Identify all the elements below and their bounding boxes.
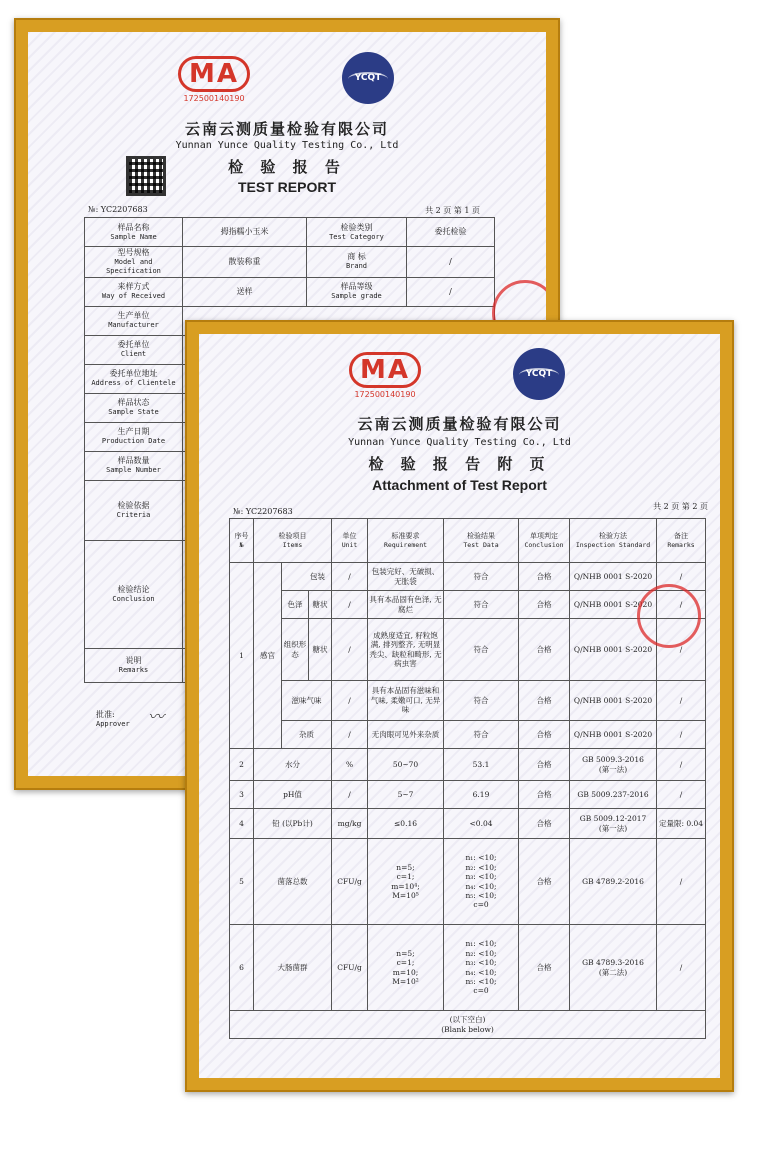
value-cell: 散装称重: [183, 247, 307, 278]
label-cell: 样品数量 Sample Number: [85, 451, 183, 480]
standard-cell: Q/NHB 0001 S-2020: [570, 591, 657, 619]
conclusion-cell: 合格: [519, 591, 570, 619]
item-name: 包装: [282, 563, 332, 591]
table-row: [230, 721, 706, 749]
page-indicator: 共 2 页 第 1 页: [425, 206, 480, 215]
table-row: [85, 247, 495, 278]
conclusion-cell: 合格: [519, 749, 570, 781]
label-cell: 检验依据 Criteria: [85, 480, 183, 540]
requirement-cell: 无肉眼可见外来杂质: [368, 721, 444, 749]
requirement-cell: ≤0.16: [368, 809, 444, 839]
data-cell: 符合: [444, 591, 519, 619]
remarks-cell: /: [657, 591, 706, 619]
remarks-cell: /: [657, 563, 706, 591]
label-cell: 生产单位 Manufacturer: [85, 306, 183, 335]
row-number: 4: [230, 809, 254, 839]
conclusion-cell: 合格: [519, 619, 570, 681]
approver-signature: 〰: [148, 707, 165, 726]
item-name: 大肠菌群: [254, 925, 332, 1011]
value-cell: 送样: [183, 277, 307, 306]
value-cell: /: [407, 277, 495, 306]
item-name: 菌落总数: [254, 839, 332, 925]
standard-cell: GB 4789.3-2016 (第二法): [570, 925, 657, 1011]
test-results-table: [229, 518, 706, 1039]
row-number: 1: [230, 563, 254, 749]
standard-cell: GB 4789.2-2016: [570, 839, 657, 925]
label-cell: 检验类别 Test Category: [307, 218, 407, 247]
unit-cell: CFU/g: [332, 839, 368, 925]
approver-label: 批准: Approver: [96, 710, 130, 728]
remarks-cell: /: [657, 749, 706, 781]
value-cell: 委托检验: [407, 218, 495, 247]
label-cell: 委托单位地址 Address of Clientele: [85, 364, 183, 393]
requirement-cell: 具有本品固有滋味和气味, 柔嫩可口, 无异味: [368, 681, 444, 721]
company-name-en: Yunnan Yunce Quality Testing Co., Ltd: [175, 140, 399, 151]
conclusion-cell: 合格: [519, 839, 570, 925]
requirement-cell: 具有本品固有色泽, 无腐烂: [368, 591, 444, 619]
row-number: 6: [230, 925, 254, 1011]
label-cell: 型号规格 Model and Specification: [85, 247, 183, 278]
requirement-cell: 成熟度适宜, 籽粒饱满, 排列整齐, 无明显秃尖、缺粒和畸形, 无病虫害: [368, 619, 444, 681]
page-indicator: 共 2 页 第 2 页: [653, 502, 708, 511]
value-cell: 拇指糯小玉米: [183, 218, 307, 247]
item-name: 滋味气味: [282, 681, 332, 721]
table-row: [85, 277, 495, 306]
unit-cell: /: [332, 781, 368, 809]
row-number: 5: [230, 839, 254, 925]
standard-cell: Q/NHB 0001 S-2020: [570, 619, 657, 681]
item-name: 水分: [254, 749, 332, 781]
data-cell: 符合: [444, 721, 519, 749]
unit-cell: /: [332, 681, 368, 721]
unit-cell: /: [332, 619, 368, 681]
header-conclusion: 单项判定 Conclusion: [519, 519, 570, 563]
label-cell: 样品状态 Sample State: [85, 393, 183, 422]
data-cell: 符合: [444, 619, 519, 681]
label-cell: 检验结论 Conclusion: [85, 540, 183, 648]
report-title-cn: 检 验 报 告: [228, 158, 346, 176]
cma-logo: [178, 56, 250, 103]
standard-cell: GB 5009.3-2016 (第一法): [570, 749, 657, 781]
remarks-cell: /: [657, 925, 706, 1011]
data-cell: 6.19: [444, 781, 519, 809]
standard-cell: Q/NHB 0001 S-2020: [570, 563, 657, 591]
conclusion-cell: 合格: [519, 721, 570, 749]
row-number: 2: [230, 749, 254, 781]
table-row: [230, 619, 706, 681]
remarks-cell: /: [657, 839, 706, 925]
row-number: 3: [230, 781, 254, 809]
conclusion-cell: 合格: [519, 809, 570, 839]
table-row: [230, 925, 706, 1011]
cma-number: 172500140190: [354, 390, 416, 399]
header-no: 序号 №: [230, 519, 254, 563]
data-cell: <0.04: [444, 809, 519, 839]
remarks-cell: 定量限: 0.04: [657, 809, 706, 839]
data-cell: 53.1: [444, 749, 519, 781]
header-standard: 检验方法 Inspection Standard: [570, 519, 657, 563]
ycqt-logo: YCQT: [342, 52, 394, 104]
company-name-en: Yunnan Yunce Quality Testing Co., Ltd: [348, 437, 571, 448]
standard-cell: Q/NHB 0001 S-2020: [570, 681, 657, 721]
cma-logo: [349, 352, 421, 399]
conclusion-cell: 合格: [519, 681, 570, 721]
item-name: 糖状: [309, 591, 332, 619]
unit-cell: /: [332, 721, 368, 749]
table-header-row: [230, 519, 706, 563]
standard-cell: GB 5009.12-2017 (第一法): [570, 809, 657, 839]
data-cell: 符合: [444, 681, 519, 721]
label-cell: 来样方式 Way of Received: [85, 277, 183, 306]
header-requirement: 标准要求 Requirement: [368, 519, 444, 563]
sub-item: 色泽: [282, 591, 309, 619]
requirement-cell: n=5; c=1; m=10⁴; M=10⁵: [368, 839, 444, 925]
report-number: №: YC2207683: [233, 507, 293, 516]
attachment-paper: [199, 334, 720, 1078]
blank-below-note: (以下空白) (Blank below): [230, 1011, 706, 1039]
table-row: [85, 218, 495, 247]
blank-below-row: [230, 1011, 706, 1039]
table-row: [230, 809, 706, 839]
cma-mark: MA: [349, 352, 421, 388]
header-unit: 单位 Unit: [332, 519, 368, 563]
item-name: pH值: [254, 781, 332, 809]
conclusion-cell: 合格: [519, 781, 570, 809]
table-row: [230, 591, 706, 619]
conclusion-cell: 合格: [519, 925, 570, 1011]
cma-number: 172500140190: [183, 94, 245, 103]
label-cell: 样品名称 Sample Name: [85, 218, 183, 247]
item-name: 铅 (以Pb计): [254, 809, 332, 839]
sensory-group: 感官: [254, 563, 282, 749]
data-cell: n₁: <10; n₂: <10; n₃: <10; n₄: <10; n₅: <10; c=0: [444, 925, 519, 1011]
header-items: 检验项目 Items: [254, 519, 332, 563]
standard-cell: Q/NHB 0001 S-2020: [570, 721, 657, 749]
table-row: [230, 781, 706, 809]
company-name-cn: 云南云测质量检验有限公司: [357, 415, 562, 433]
label-cell: 生产日期 Production Date: [85, 422, 183, 451]
unit-cell: %: [332, 749, 368, 781]
header-remarks: 备注 Remarks: [657, 519, 706, 563]
unit-cell: CFU/g: [332, 925, 368, 1011]
requirement-cell: 包装完好、无破损、无胀袋: [368, 563, 444, 591]
label-cell: 委托单位 Client: [85, 335, 183, 364]
unit-cell: /: [332, 563, 368, 591]
table-row: [230, 563, 706, 591]
attachment-title-en: Attachment of Test Report: [372, 477, 547, 493]
header-test-data: 检验结果 Test Data: [444, 519, 519, 563]
remarks-cell: /: [657, 681, 706, 721]
label-cell: 说明 Remarks: [85, 648, 183, 682]
label-cell: 商 标 Brand: [307, 247, 407, 278]
table-row: [230, 681, 706, 721]
cma-mark: MA: [178, 56, 250, 92]
test-report-attachment-page-2: [185, 320, 734, 1092]
remarks-cell: /: [657, 781, 706, 809]
standard-cell: GB 5009.237-2016: [570, 781, 657, 809]
data-cell: n₁: <10; n₂: <10; n₃: <10; n₄: <10; n₅: <10; c=0: [444, 839, 519, 925]
unit-cell: /: [332, 591, 368, 619]
table-row: [230, 749, 706, 781]
conclusion-cell: 合格: [519, 563, 570, 591]
requirement-cell: 5~7: [368, 781, 444, 809]
report-title-en: TEST REPORT: [237, 179, 336, 195]
table-row: [230, 839, 706, 925]
data-cell: 符合: [444, 563, 519, 591]
value-cell: /: [407, 247, 495, 278]
company-name-cn: 云南云测质量检验有限公司: [184, 120, 389, 138]
item-name: 糖状: [309, 619, 332, 681]
unit-cell: mg/kg: [332, 809, 368, 839]
ycqt-logo: YCQT: [513, 348, 565, 400]
report-number: №: YC2207683: [88, 205, 148, 214]
requirement-cell: 50~70: [368, 749, 444, 781]
label-cell: 样品等级 Sample grade: [307, 277, 407, 306]
remarks-cell: /: [657, 721, 706, 749]
attachment-title-cn: 检 验 报 告 附 页: [368, 455, 551, 473]
item-name: 杂质: [282, 721, 332, 749]
requirement-cell: n=5; c=1; m=10; M=10²: [368, 925, 444, 1011]
remarks-cell: /: [657, 619, 706, 681]
sub-item: 组织形态: [282, 619, 309, 681]
red-seal-stamp: [637, 584, 701, 648]
